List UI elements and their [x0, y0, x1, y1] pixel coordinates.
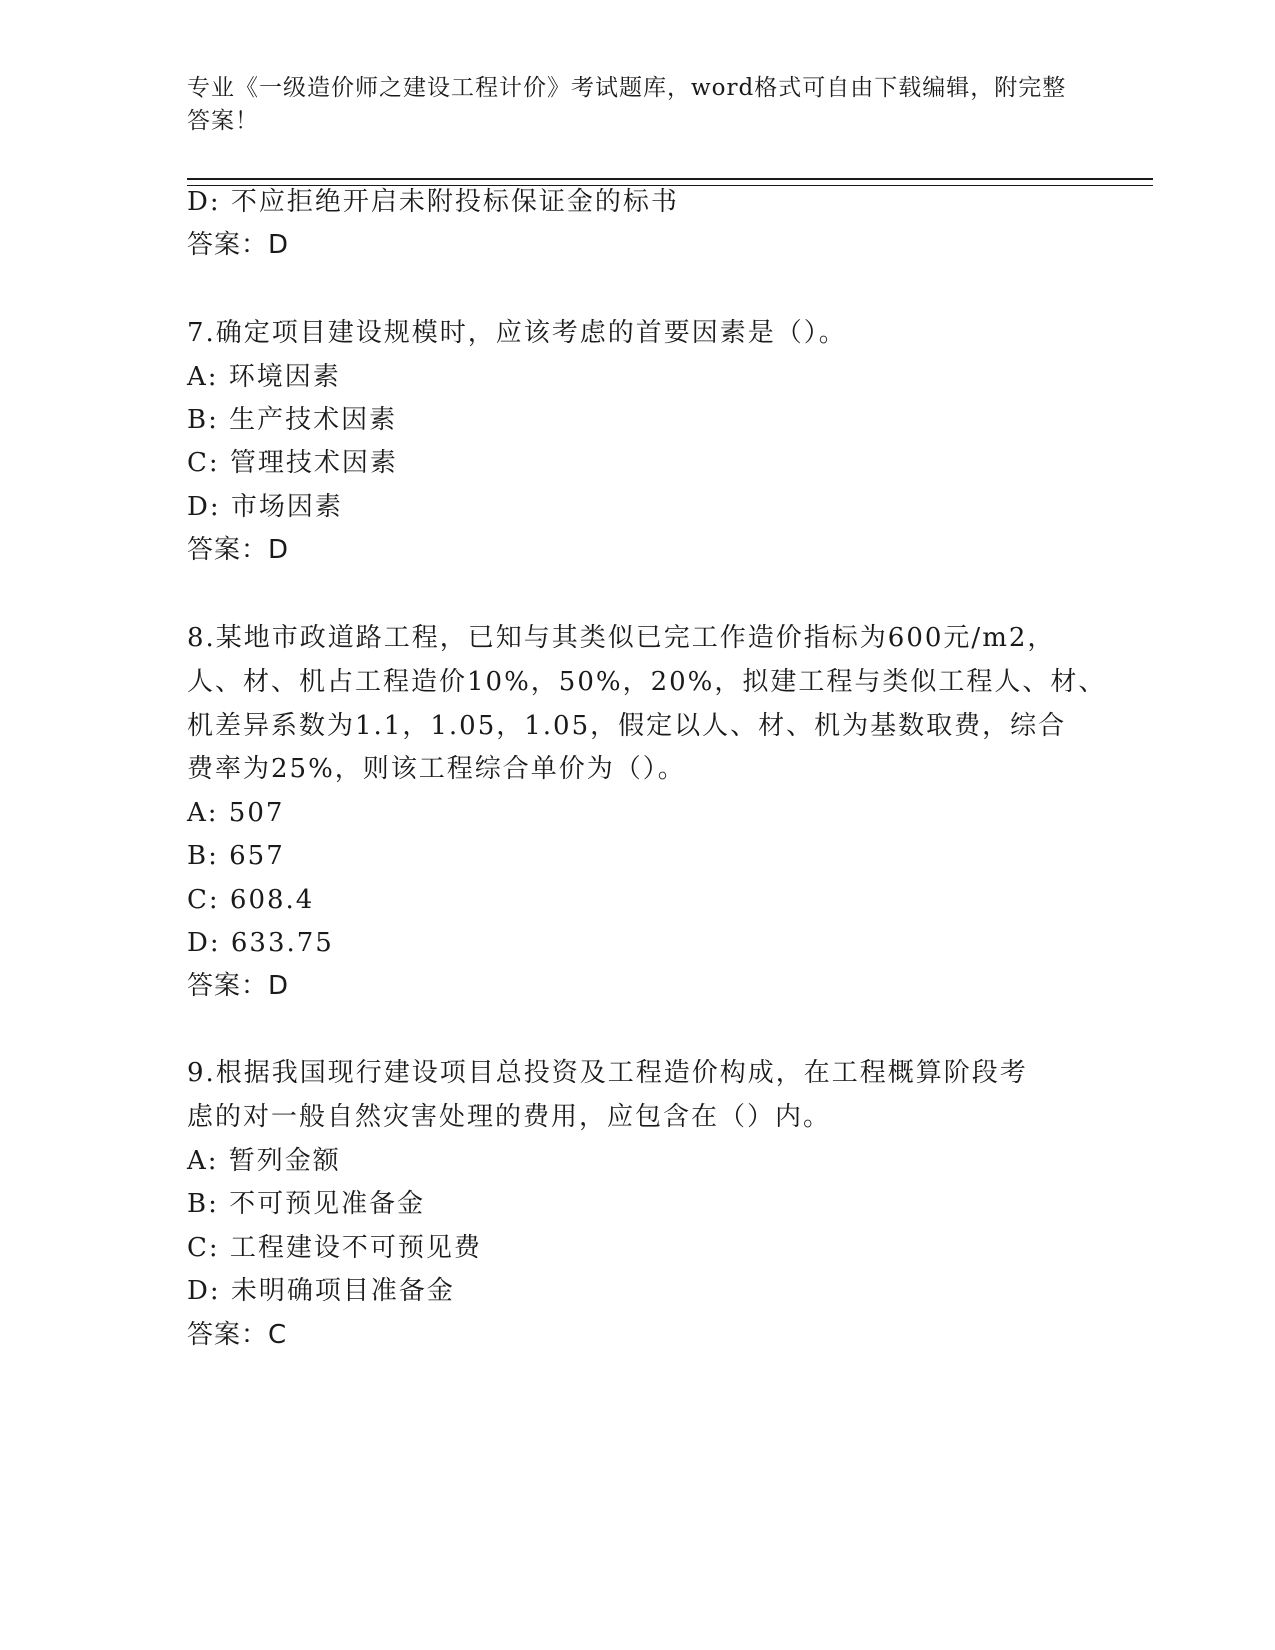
question-7-stem: 7.确定项目建设规模时，应该考虑的首要因素是（）。 [187, 318, 847, 348]
question-8-stem-line-3: 机差异系数为1.1，1.05，1.05，假定以人、材、机为基数取费，综合 [187, 711, 1067, 741]
question-8-option-a: A: 507 [187, 798, 285, 828]
option-d: D: 不应拒绝开启未附投标保证金的标书 [187, 187, 679, 217]
question-9-option-b: B: 不可预见准备金 [187, 1189, 426, 1219]
question-9-answer: 答案：C [187, 1320, 288, 1350]
question-9-stem-line-1: 9.根据我国现行建设项目总投资及工程造价构成，在工程概算阶段考 [187, 1058, 1028, 1088]
question-8-stem-line-2: 人、材、机占工程造价10%，50%，20%，拟建工程与类似工程人、材、 [187, 667, 1107, 697]
question-7-option-d: D: 市场因素 [187, 492, 343, 522]
document-header: 专业《一级造价师之建设工程计价》考试题库，word格式可自由下载编辑，附完整答案！ [187, 75, 1067, 134]
question-8-option-c: C: 608.4 [187, 885, 315, 915]
question-9-option-c: C: 工程建设不可预见费 [187, 1233, 482, 1263]
question-8-stem-line-1: 8.某地市政道路工程，已知与其类似已完工作造价指标为600元/m2， [187, 623, 1056, 653]
question-8-option-b: B: 657 [187, 841, 285, 871]
question-7-option-b: B: 生产技术因素 [187, 405, 398, 435]
answer-line: 答案：D [187, 230, 290, 260]
question-8-stem-line-4: 费率为25%，则该工程综合单价为（）。 [187, 754, 686, 784]
question-8-option-d: D: 633.75 [187, 928, 334, 958]
question-9-stem-line-2: 虑的对一般自然灾害处理的费用，应包含在（）内。 [187, 1102, 832, 1132]
question-7-option-c: C: 管理技术因素 [187, 448, 398, 478]
question-7-option-a: A: 环境因素 [187, 362, 341, 392]
question-9-option-a: A: 暂列金额 [187, 1146, 341, 1176]
question-8-answer: 答案：D [187, 971, 290, 1001]
question-7-answer: 答案：D [187, 535, 290, 565]
header-divider [187, 178, 1153, 186]
question-9-option-d: D: 未明确项目准备金 [187, 1276, 455, 1306]
